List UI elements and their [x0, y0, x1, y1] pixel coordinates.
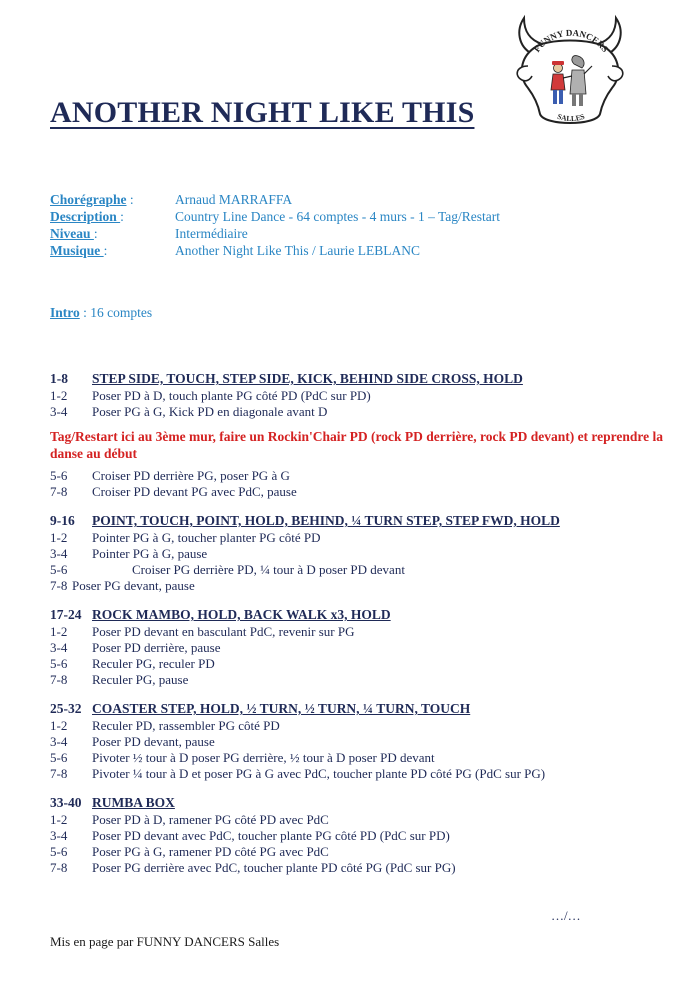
bull-head-dancers-logo — [512, 14, 628, 132]
section-count: 25-32 — [50, 701, 82, 716]
tag-restart-note: Tag/Restart ici au 3ème mur, faire un Rockin'Chair PD (rock PD derrière, rock PD devant) et reprendre la danse au début — [50, 429, 664, 461]
step-row — [50, 562, 670, 578]
step-text: Poser PG à G, ramener PD côté PG avec PdC — [92, 844, 329, 859]
intro — [50, 305, 152, 321]
step-count: 3-4 — [50, 640, 68, 655]
section-heading — [50, 795, 670, 812]
step-text: Pointer PG à G, pause — [92, 546, 208, 561]
step-row — [50, 484, 670, 500]
info-label: Niveau — [50, 226, 94, 241]
info-sep: : — [120, 209, 124, 224]
section-title: POINT, TOUCH, POINT, HOLD, BEHIND, ¼ TURN STEP, STEP FWD, HOLD — [92, 513, 560, 528]
step-count: 7-8 — [50, 766, 68, 781]
step-count: 5-6 — [50, 844, 68, 859]
step-row — [50, 766, 670, 782]
intro-label: Intro — [50, 305, 80, 320]
step-count: 5-6 — [50, 656, 68, 671]
step-text: Poser PD derrière, pause — [92, 640, 221, 655]
step-count: 3-4 — [50, 404, 68, 419]
section-count: 17-24 — [50, 607, 82, 622]
step-text: Reculer PG, pause — [92, 672, 189, 687]
step-count: 3-4 — [50, 734, 68, 749]
step-row — [50, 718, 670, 734]
section-title: RUMBA BOX — [92, 795, 175, 810]
section-title: STEP SIDE, TOUCH, STEP SIDE, KICK, BEHIND SIDE CROSS, HOLD — [92, 371, 523, 386]
step-text: Croiser PD derrière PG, poser PG à G — [92, 468, 290, 483]
section-heading — [50, 513, 670, 530]
step-count: 5-6 — [50, 468, 68, 483]
step-text: Poser PD devant en basculant PdC, revenir sur PG — [92, 624, 355, 639]
info-label: Description — [50, 209, 121, 224]
step-count: 1-2 — [50, 624, 68, 639]
section-count: 1-8 — [50, 371, 68, 386]
step-text: Poser PD à D, ramener PG côté PD avec PdC — [92, 812, 329, 827]
step-text: Pivoter ½ tour à D poser PG derrière, ½ tour à D poser PD devant — [92, 750, 435, 765]
step-text: Poser PG derrière avec PdC, toucher plante PD côté PG (PdC sur PG) — [92, 860, 456, 875]
section-heading — [50, 607, 670, 624]
step-count: 1-2 — [50, 530, 68, 545]
step-row — [50, 672, 670, 688]
step-row — [50, 734, 670, 750]
step-text: Croiser PD devant PG avec PdC, pause — [92, 484, 297, 499]
step-count: 5-6 — [50, 562, 68, 577]
info-value: Another Night Like This / Laurie LEBLANC — [175, 243, 420, 258]
info-sep: : — [103, 243, 108, 258]
step-count: 3-4 — [50, 546, 68, 561]
step-row — [50, 388, 670, 404]
step-text: Poser PD devant, pause — [92, 734, 215, 749]
step-text: Pointer PG à G, toucher planter PG côté PD — [92, 530, 321, 545]
section-count: 33-40 — [50, 795, 82, 810]
step-text: Pivoter ¼ tour à D et poser PG à G avec PdC, toucher plante PD côté PG (PdC sur PG) — [92, 766, 546, 781]
step-count: 1-2 — [50, 718, 68, 733]
step-text: Poser PG devant, pause — [72, 578, 195, 593]
section-heading — [50, 371, 670, 388]
step-row — [50, 624, 670, 640]
page-footer: Mis en page par FUNNY DANCERS Salles — [50, 934, 280, 949]
section-count: 9-16 — [50, 513, 75, 528]
step-row — [50, 844, 670, 860]
section-title: ROCK MAMBO, HOLD, BACK WALK x3, HOLD — [92, 607, 391, 622]
info-label: Chorégraphe — [50, 192, 127, 207]
step-count: 5-6 — [50, 750, 68, 765]
step-text: Reculer PD, rassembler PG côté PD — [92, 718, 280, 733]
info-label: Musique — [50, 243, 104, 258]
step-row — [50, 468, 670, 484]
info-sep: : — [126, 192, 134, 207]
step-row — [50, 750, 670, 766]
section-heading — [50, 701, 670, 718]
step-text: Reculer PG, reculer PD — [92, 656, 215, 671]
intro-sep: : — [79, 305, 87, 320]
step-row — [50, 860, 670, 876]
step-sections — [50, 371, 670, 876]
step-row — [50, 640, 670, 656]
step-text: Poser PD à D, touch plante PG côté PD (PdC sur PD) — [92, 388, 371, 403]
step-count: 7-8 — [50, 672, 68, 687]
step-text: Poser PG à G, Kick PD en diagonale avant D — [92, 404, 328, 419]
step-row — [50, 828, 670, 844]
step-count: 7-8 — [50, 578, 68, 593]
step-row — [50, 656, 670, 672]
step-count: 7-8 — [50, 860, 68, 875]
info-value: Arnaud MARRAFFA — [175, 192, 293, 207]
info-value: Intermédiaire — [175, 226, 248, 241]
step-count: 1-2 — [50, 812, 68, 827]
step-row — [50, 530, 670, 546]
info-value: Country Line Dance - 64 comptes - 4 murs - 1 – Tag/Restart — [175, 209, 500, 224]
step-count: 3-4 — [50, 828, 68, 843]
continued-marker: …/… — [551, 908, 581, 923]
step-row — [50, 546, 670, 562]
info-sep: : — [93, 226, 98, 241]
step-row — [50, 578, 670, 594]
step-row — [50, 812, 670, 828]
step-text: Croiser PG derrière PD, ¼ tour à D poser PD devant — [132, 562, 405, 577]
intro-value: 16 comptes — [86, 305, 153, 320]
step-row — [50, 404, 670, 420]
step-text: Poser PD devant avec PdC, toucher plante PG côté PD (PdC sur PD) — [92, 828, 450, 843]
logo-top-text: FUNNY DANCERS — [531, 27, 611, 54]
section-title: COASTER STEP, HOLD, ½ TURN, ½ TURN, ¼ TURN, TOUCH — [92, 701, 471, 716]
dance-title: ANOTHER NIGHT LIKE THIS — [50, 96, 475, 129]
step-count: 1-2 — [50, 388, 68, 403]
step-count: 7-8 — [50, 484, 68, 499]
logo-bottom-text: SALLES — [556, 111, 586, 124]
